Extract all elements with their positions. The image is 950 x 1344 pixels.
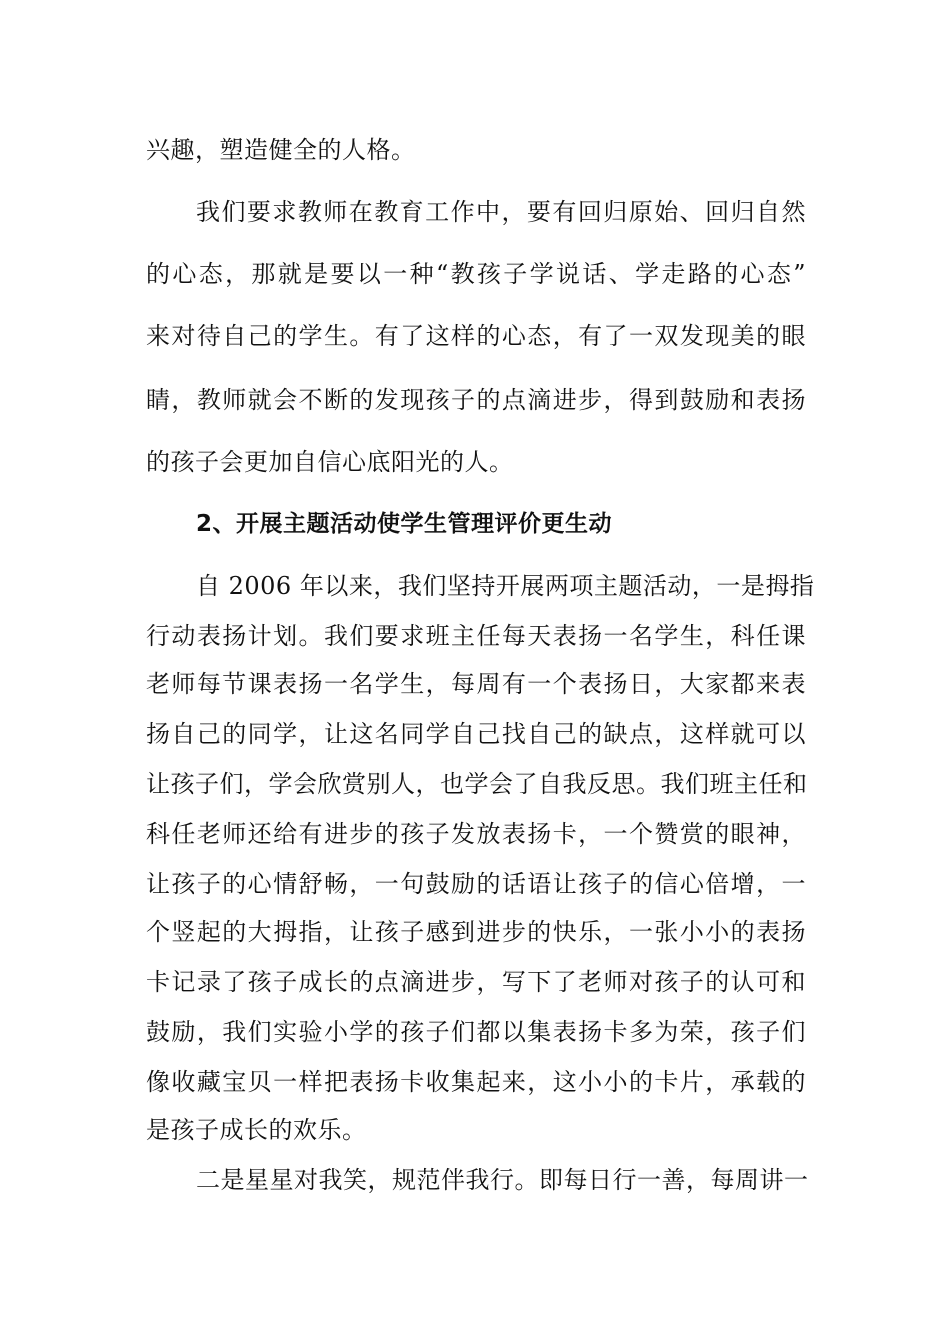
text-line: 老师每节课表扬一名学生，每周有一个表扬日，大家都来表 <box>146 670 806 698</box>
text-line: 鼓励，我们实验小学的孩子们都以集表扬卡多为荣，孩子们 <box>146 1018 806 1046</box>
text-line: 科任老师还给有进步的孩子发放表扬卡，一个赞赏的眼神， <box>146 820 806 848</box>
text-line: 让孩子的心情舒畅，一句鼓励的话语让孩子的信心倍增，一 <box>146 870 806 898</box>
text-line: 卡记录了孩子成长的点滴进步，写下了老师对孩子的认可和 <box>146 968 806 996</box>
text-line: 来对待自己的学生。有了这样的心态，有了一双发现美的眼 <box>146 322 806 350</box>
paragraph-first-line: 我们要求教师在教育工作中，要有回归原始、回归自然 <box>196 198 806 226</box>
text-line: 个竖起的大拇指，让孩子感到进步的快乐，一张小小的表扬 <box>146 918 806 946</box>
text-line: 让孩子们，学会欣赏别人，也学会了自我反思。我们班主任和 <box>146 770 808 798</box>
text-line: 扬自己的同学，让这名同学自己找自己的缺点，这样就可以 <box>146 720 806 748</box>
text-line: 是孩子成长的欢乐。 <box>146 1116 367 1144</box>
text-line: 的心态，那就是要以一种“教孩子学说话、学走路的心态” <box>146 260 806 288</box>
text-line: 行动表扬计划。我们要求班主任每天表扬一名学生，科任课 <box>146 622 806 650</box>
text-line: 像收藏宝贝一样把表扬卡收集起来，这小小的卡片，承载的 <box>146 1068 806 1096</box>
text-line: 睛，教师就会不断的发现孩子的点滴进步，得到鼓励和表扬 <box>146 386 806 414</box>
text-line: 的孩子会更加自信心底阳光的人。 <box>146 448 514 476</box>
paragraph-first-line: 二是星星对我笑，规范伴我行。即每日行一善，每周讲一 <box>196 1166 809 1194</box>
paragraph-first-line: 自 2006 年以来，我们坚持开展两项主题活动，一是拇指 <box>196 572 815 600</box>
section-heading: 2、开展主题活动使学生管理评价更生动 <box>196 511 613 537</box>
text-line: 兴趣，塑造健全的人格。 <box>146 136 416 164</box>
